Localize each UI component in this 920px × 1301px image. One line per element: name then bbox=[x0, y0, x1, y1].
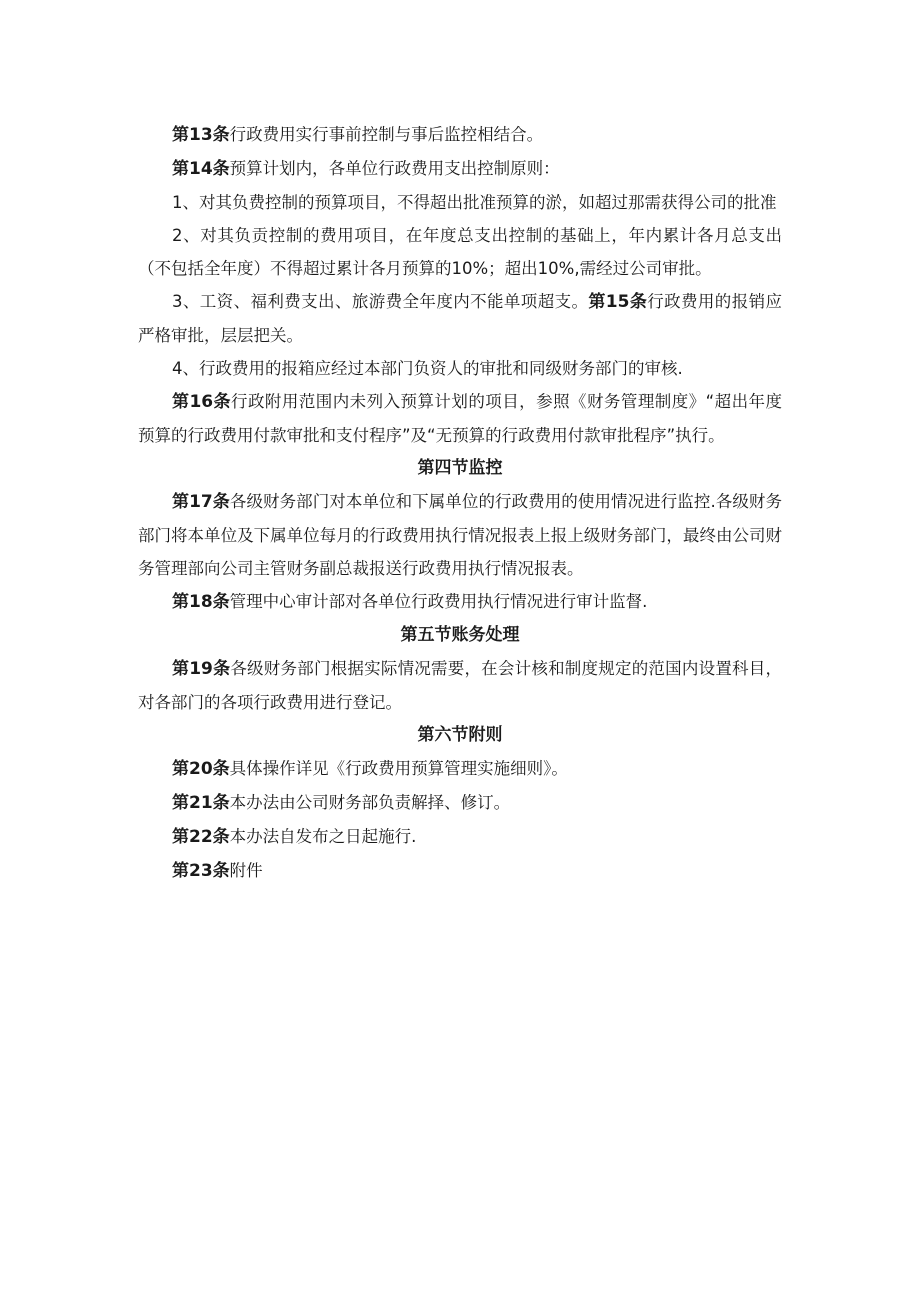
article-23-text: 附件 bbox=[229, 861, 263, 880]
article-19-number: 第19条 bbox=[172, 659, 231, 679]
article-23-number: 第23条 bbox=[172, 861, 230, 881]
article-16 bbox=[138, 385, 782, 452]
article-21 bbox=[138, 786, 782, 820]
item-3-text: 3、工资、福利费支出、旅游费全年度内不能单项超支。 bbox=[172, 292, 589, 311]
item-2-text: 2、对其负贡控制的费用项目，在年度总支出控制的基础上，年内累计各月总支出（不包括全年度）不得超过累计各月预算的10%；超出10%,需经过公司审批。 bbox=[138, 226, 782, 278]
article-13-text: 行政费用实行事前控制与事后监控相结合。 bbox=[229, 125, 544, 144]
article-21-number: 第21条 bbox=[172, 793, 230, 813]
section-4-heading: 第四节监控 bbox=[417, 458, 503, 478]
article-23 bbox=[138, 854, 782, 888]
article-21-text: 本办法由公司财务部负责解择、修订。 bbox=[229, 793, 511, 812]
item-3 bbox=[138, 285, 782, 352]
article-13 bbox=[138, 118, 782, 152]
article-17 bbox=[138, 485, 782, 585]
article-17-number: 第17条 bbox=[172, 492, 230, 512]
article-16-text: 行政附用范围内未列入预算计划的项目，参照《财务管理制度》“超出年度预算的行政费用付款审批和支付程序”及“无预算的行政费用付款审批程序”执行。 bbox=[138, 392, 782, 445]
item-4-text: 4、行政费用的报箱应经过本部门负资人的审批和同级财务部门的审核. bbox=[172, 359, 683, 378]
article-15-text: 行政费用的报销应严格审批，层层把关。 bbox=[138, 292, 782, 345]
article-14-number: 第14条 bbox=[172, 159, 230, 179]
article-18 bbox=[138, 585, 782, 619]
item-1 bbox=[138, 186, 782, 219]
section-5-heading: 第五节账务处理 bbox=[400, 625, 520, 645]
article-20 bbox=[138, 752, 782, 786]
item-1-text: 1、对其负费控制的预算项目，不得超出批准预算的淤，如超过那需获得公司的批准 bbox=[172, 193, 777, 212]
article-17-text: 各级财务部门对本单位和下属单位的行政费用的使用情况进行监控.各级财务部门将本单位及下属单位每月的行政费用执行情况报表上报上级财务部门，最终由公司财务管理部向公司主管财务副总裁报送行政费用执行情况报表。 bbox=[138, 492, 782, 578]
article-13-number: 第13条 bbox=[172, 125, 230, 145]
article-15-number: 第15条 bbox=[588, 292, 648, 312]
article-18-text: 管理中心审计部对各单位行政费用执行情况进行审计监督. bbox=[229, 592, 648, 611]
item-4 bbox=[138, 352, 782, 385]
article-20-number: 第20条 bbox=[172, 759, 230, 779]
article-20-text: 具体操作详见《行政费用预算管理实施细则》。 bbox=[229, 759, 568, 778]
document-body bbox=[138, 118, 782, 888]
section-6-heading: 第六节附则 bbox=[417, 725, 503, 745]
article-22 bbox=[138, 820, 782, 854]
article-16-number: 第16条 bbox=[172, 392, 232, 412]
article-22-text: 本办法自发布之日起施行. bbox=[229, 827, 417, 846]
article-19 bbox=[138, 652, 782, 719]
article-22-number: 第22条 bbox=[172, 827, 230, 847]
article-18-number: 第18条 bbox=[172, 592, 230, 612]
article-14 bbox=[138, 152, 782, 186]
article-14-text: 预算计划内，各单位行政费用支出控制原则： bbox=[229, 159, 560, 178]
article-19-text: 各级财务部门根据实际情况需要，在会计核和制度规定的范国内设置科目，对各部门的各项行政费用进行登记。 bbox=[138, 659, 782, 712]
item-2 bbox=[138, 219, 782, 285]
